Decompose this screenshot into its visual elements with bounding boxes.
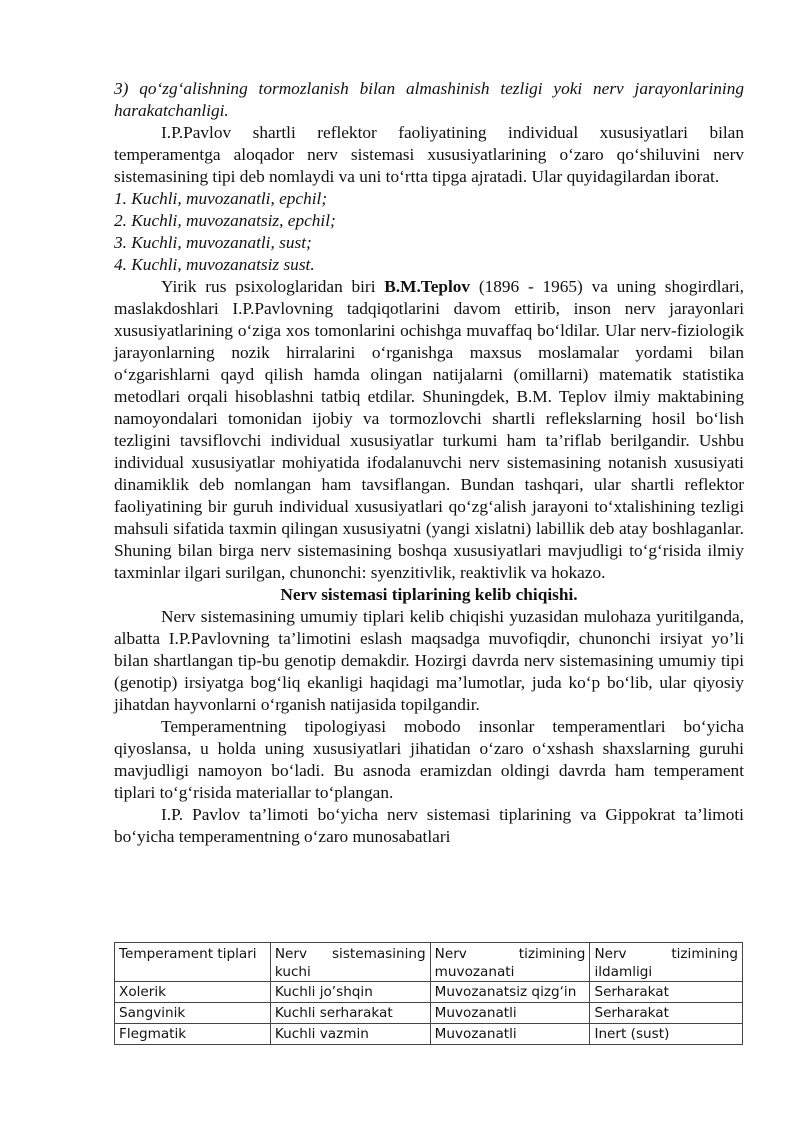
paragraph-typology: Temperamentning tipologiyasi mobodo insonlar temperamentlari bo‘yicha qiyoslansa, u holda uning xususiyatlari jihatidan o‘zaro o‘xshash shaxslarning guruhi mavjudligi namoyon bo‘ladi. Bu asnoda eramizdan oldingi davrda ham temperament tiplari to‘g‘risida materiallar to‘plangan.	[114, 717, 744, 802]
table-cell: Kuchli jo’shqin	[270, 982, 430, 1003]
temperament-table	[114, 942, 743, 1045]
type-list-item-2: 2. Kuchli, muvozanatsiz, epchil;	[114, 211, 336, 230]
teplov-name: B.M.Teplov	[384, 277, 471, 296]
table-header-cell: Nerv tizimining ildamligi	[590, 943, 743, 982]
table-cell: Inert (sust)	[590, 1024, 743, 1045]
paragraph-origin: Nerv sistemasining umumiy tiplari kelib chiqishi yuzasidan mulohaza yuritilganda, albatta I.P.Pavlovning ta’limotini eslash maqsadga muvofiqdir, chunonchi irsiyat yo’li bilan shartlangan tip-bu genotip demakdir. Hozirgi davrda nerv sistemasining umumiy tipi (genotip) irsiyatga bog‘liq ekanligi haqidagi ma’lumotlar, juda ko‘p bo‘lib, ular qiyosiy jihatdan hayvonlarni o‘rganish natijasida topilgandir.	[114, 607, 744, 714]
table-cell: Muvozanatli	[430, 1024, 590, 1045]
teplov-text-after: (1896 - 1965) va uning shogirdlari, maslakdoshlari I.P.Pavlovning tadqiqotlarini davom ettirib, inson nerv jarayonlari xususiyatlarining o‘ziga xos tomonlarini ochishga muvaffaq bo‘ldilar. Ular nerv-fiziologik jarayonlarning nozik hirralarini o‘rganishga maxsus moslamalar yordami bilan o‘zgarishlarni qayd qilish hamda olingan natijalarni (omillarni) matematik statistika metodlari orqali hisoblashni tatbiq etdilar. Shuningdek, B.M. Teplov ilmiy maktabining namoyondalari tomonidan ijobiy va tormozlovchi shartli reflekslarning hosil bo‘lish tezligini tavsiflovchi individual xususiyatlar turkumi ham ta’riflab berilgandir. Ushbu individual xususiyatlar mohiyatida ifodalanuvchi nerv sistemasining notanish xususiyati dinamiklik deb nomlangan ham tavsiflangan. Bundan tashqari, ular shartli reflektor faoliyatining bir guruh individual xususiyatlari qo‘zg‘alish jarayoni to‘xtalishining tezligi mahsuli sifatida taxmin qilingan xususiyatni (yangi xislatni) labillik deb atay boshlaganlar. Shuning bilan birga nerv sistemasining boshqa xususiyatlari mavjudligi to‘g‘risida ilmiy taxminlar ilgari surilgan, chunonchi: syenzitivlik, reaktivlik va hokazo.	[114, 277, 744, 582]
paragraph-table-caption: I.P. Pavlov ta’limoti bo‘yicha nerv sistemasi tiplarining va Gippokrat ta’limoti bo‘yicha temperamentning o‘zaro munosabatlari	[114, 805, 744, 846]
table-cell: Kuchli serharakat	[270, 1003, 430, 1024]
type-list-item-3: 3. Kuchli, muvozanatli, sust;	[114, 233, 312, 252]
teplov-text-before: Yirik rus psixologlaridan biri	[161, 277, 385, 296]
paragraph-pavlov-types: I.P.Pavlov shartli reflektor faoliyatining individual xususiyatlari bilan temperamentga aloqador nerv sistemasi xususiyatlarining o‘zaro qo‘shiluvini nerv sistemasining tipi deb nomlaydi va uni to‘rtta tipga ajratadi. Ular quyidagilardan iborat.	[114, 123, 744, 186]
section-heading: Nerv sistemasi tiplarining kelib chiqishi.	[280, 585, 578, 604]
table-cell: Xolerik	[115, 982, 271, 1003]
type-list-item-1: 1. Kuchli, muvozanatli, epchil;	[114, 189, 328, 208]
table-row	[115, 1003, 743, 1024]
table-cell: Muvozanatsiz qizg‘in	[430, 982, 590, 1003]
document-body	[114, 78, 744, 848]
table-cell: Serharakat	[590, 1003, 743, 1024]
table-header-cell: Temperament tiplari	[115, 943, 271, 982]
paragraph-teplov	[114, 276, 744, 584]
table-row	[115, 1024, 743, 1045]
table-header-cell: Nerv tizimining muvozanati	[430, 943, 590, 982]
table-cell: Sangvinik	[115, 1003, 271, 1024]
table-cell: Kuchli vazmin	[270, 1024, 430, 1045]
table-row	[115, 982, 743, 1003]
table-cell: Serharakat	[590, 982, 743, 1003]
table-cell: Flegmatik	[115, 1024, 271, 1045]
table-header-row	[115, 943, 743, 982]
paragraph-list-item-3: 3) qo‘zg‘alishning tormozlanish bilan almashinish tezligi yoki nerv jarayonlarining harakatchanligi.	[114, 79, 744, 120]
type-list-item-4: 4. Kuchli, muvozanatsiz sust.	[114, 255, 315, 274]
table-cell: Muvozanatli	[430, 1003, 590, 1024]
table-header-cell: Nerv sistemasining kuchi	[270, 943, 430, 982]
